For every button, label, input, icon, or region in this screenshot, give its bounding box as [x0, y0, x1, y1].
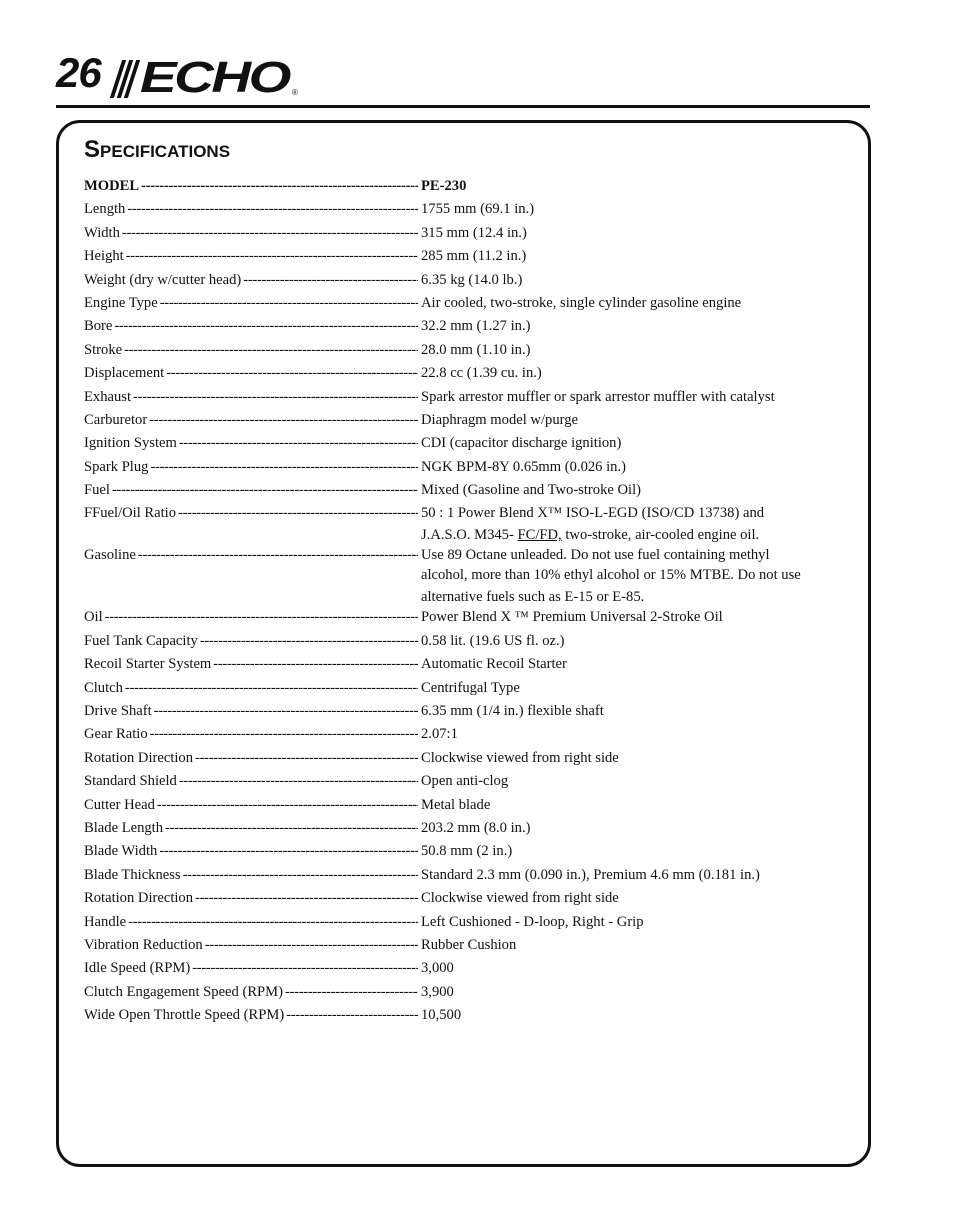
spec-label: Blade Thickness: [84, 866, 181, 883]
spec-value: Left Cushioned - D-loop, Right - Grip: [421, 913, 644, 930]
leader-dashes: [285, 982, 418, 1002]
spec-value: Clockwise viewed from right side: [421, 749, 619, 766]
leader-dashes: [166, 363, 418, 383]
spec-row-bore: [84, 316, 844, 339]
spec-list: [84, 176, 844, 1029]
leader-dashes: [213, 654, 418, 674]
spec-row-idle-speed: [84, 958, 844, 981]
logo-wordmark: ECHO: [140, 53, 289, 102]
leader-dashes: [149, 410, 418, 430]
spec-row-width: [84, 223, 844, 246]
spec-row-cutter-head: [84, 795, 844, 818]
section-title-rest: PECIFICATIONS: [100, 142, 231, 161]
spec-value: 1755 mm (69.1 in.): [421, 201, 535, 218]
spec-label: Gear Ratio: [84, 726, 148, 743]
spec-label: Cutter Head: [84, 796, 155, 813]
spec-row-gasoline: [84, 545, 844, 607]
spec-label: Drive Shaft: [84, 703, 152, 720]
spec-value: 315 mm (12.4 in.): [421, 224, 527, 241]
spec-value: 32.2 mm (1.27 in.): [421, 318, 531, 335]
spec-label: Rotation Direction: [84, 749, 194, 766]
spec-label: Rotation Direction: [84, 890, 194, 907]
spec-row-fuel: [84, 480, 844, 503]
spec-row-blade-length: [84, 818, 844, 841]
leader-dashes: [128, 912, 418, 932]
spec-row-blade-width: [84, 841, 844, 864]
spec-row-exhaust: [84, 387, 844, 410]
spec-label: FFuel/Oil Ratio: [84, 505, 177, 522]
spec-value: Mixed (Gasoline and Two-stroke Oil): [421, 482, 642, 499]
spec-value: 22.8 cc (1.39 cu. in.): [421, 365, 542, 382]
spec-value: Rubber Cushion: [421, 936, 517, 953]
page-number: 26: [56, 49, 101, 96]
spec-value: Open anti-clog: [421, 773, 509, 790]
leader-dashes: [200, 631, 418, 651]
spec-label: Recoil Starter System: [84, 656, 212, 673]
spec-value: 0.58 lit. (19.6 US fl. oz.): [421, 632, 565, 649]
spec-value-line: 50 : 1 Power Blend X™ ISO-L-EGD (ISO/CD 13738) and: [421, 505, 765, 522]
spec-label: Length: [84, 201, 126, 218]
spec-value-line: Use 89 Octane unleaded. Do not use fuel containing methyl: [421, 547, 770, 564]
leader-dashes: [160, 293, 418, 313]
spec-label: Clutch: [84, 679, 123, 696]
spec-value: 50.8 mm (2 in.): [421, 843, 513, 860]
spec-label: Gasoline: [84, 547, 136, 564]
spec-value: 6.35 mm (1/4 in.) flexible shaft: [421, 703, 604, 720]
spec-row-carburetor: [84, 410, 844, 433]
leader-dashes: [243, 270, 418, 290]
spec-row-gear-ratio: [84, 724, 844, 747]
leader-dashes: [183, 865, 418, 885]
spec-row-wot-speed: [84, 1005, 844, 1028]
spec-value: CDI (capacitor discharge ignition): [421, 435, 622, 452]
spec-label: Blade Length: [84, 819, 164, 836]
spec-value: 2.07:1: [421, 726, 458, 743]
registered-mark: ®: [292, 88, 298, 97]
spec-label: Standard Shield: [84, 773, 177, 790]
spec-row-ignition: [84, 433, 844, 456]
spec-label: Width: [84, 224, 120, 241]
spec-row-recoil-starter: [84, 654, 844, 677]
spec-row-drive-shaft: [84, 701, 844, 724]
leader-dashes: [112, 480, 418, 500]
spec-value: Metal blade: [421, 796, 491, 813]
spec-label: Stroke: [84, 341, 123, 358]
spec-value: Diaphragm model w/purge: [421, 411, 578, 428]
section-title-initial: S: [84, 136, 101, 163]
leader-dashes: [154, 701, 418, 721]
spec-label: Ignition System: [84, 435, 177, 452]
spec-value-line: alternative fuels such as E-15 or E-85.: [421, 589, 645, 606]
leader-dashes: [126, 246, 418, 266]
leader-dashes: [105, 607, 418, 627]
spec-row-engine-type: [84, 293, 844, 316]
spec-label: Exhaust: [84, 388, 132, 405]
leader-dashes: [122, 223, 418, 243]
spec-value: 285 mm (11.2 in.): [421, 248, 527, 265]
leader-dashes: [195, 888, 418, 908]
spec-row-height: [84, 246, 844, 269]
leader-dashes: [114, 316, 418, 336]
spec-label: Fuel Tank Capacity: [84, 632, 198, 649]
spec-row-clutch-engagement: [84, 982, 844, 1005]
spec-value: 3,000: [421, 960, 454, 977]
spec-value: Centrifugal Type: [421, 679, 520, 696]
spec-value: 203.2 mm (8.0 in.): [421, 819, 531, 836]
spec-label: Fuel: [84, 482, 110, 499]
spec-label: Height: [84, 248, 124, 265]
spec-row-rotation-direction: [84, 748, 844, 771]
spec-value: Air cooled, two-stroke, single cylinder gasoline engine: [421, 294, 742, 311]
spec-label: Handle: [84, 913, 127, 930]
spec-row-rotation-direction: [84, 888, 844, 911]
leader-dashes: [286, 1005, 418, 1025]
leader-dashes: [165, 818, 418, 838]
leader-dashes: [133, 387, 418, 407]
spec-row-standard-shield: [84, 771, 844, 794]
leader-dashes: [150, 724, 418, 744]
spec-label: Spark Plug: [84, 458, 149, 475]
spec-value-text: J.A.S.O. M345-: [421, 527, 518, 544]
spec-value-underlined: FC/FD,: [517, 527, 562, 544]
spec-row-spark-plug: [84, 457, 844, 480]
spec-row-stroke: [84, 340, 844, 363]
leader-dashes: [159, 841, 418, 861]
spec-row-oil: [84, 607, 844, 630]
spec-label: Weight (dry w/cutter head): [84, 271, 242, 288]
spec-value-text: two-stroke, air-cooled engine oil.: [561, 527, 760, 544]
spec-row-vibration-reduction: [84, 935, 844, 958]
spec-value: PE-230: [421, 178, 467, 194]
spec-value: Automatic Recoil Starter: [421, 656, 567, 673]
spec-row-model: [84, 176, 844, 199]
spec-row-length: [84, 199, 844, 222]
spec-value: NGK BPM-8Y 0.65mm (0.026 in.): [421, 458, 626, 475]
leader-dashes: [127, 199, 418, 219]
spec-value: Power Blend X ™ Premium Universal 2-Stroke Oil: [421, 609, 723, 626]
echo-logo: [112, 53, 304, 102]
leader-dashes: [124, 340, 418, 360]
leader-dashes: [179, 771, 418, 791]
spec-value: Clockwise viewed from right side: [421, 890, 619, 907]
leader-dashes: [195, 748, 418, 768]
spec-value: Standard 2.3 mm (0.090 in.), Premium 4.6 mm (0.181 in.): [421, 866, 760, 883]
spec-label: Idle Speed (RPM): [84, 960, 191, 977]
spec-row-blade-thickness: [84, 865, 844, 888]
spec-label: Carburetor: [84, 411, 148, 428]
spec-label: MODEL: [84, 178, 140, 194]
leader-dashes: [178, 503, 418, 523]
spec-row-fuel-tank: [84, 631, 844, 654]
spec-row-handle: [84, 912, 844, 935]
leader-dashes: [205, 935, 418, 955]
spec-label: Displacement: [84, 365, 165, 382]
spec-label: Wide Open Throttle Speed (RPM): [84, 1007, 285, 1024]
leader-dashes: [157, 795, 418, 815]
header-rule: [56, 105, 870, 108]
spec-value: 3,900: [421, 983, 454, 1000]
spec-value-line: [421, 525, 837, 545]
leader-dashes: [125, 678, 418, 698]
spec-label: Blade Width: [84, 843, 158, 860]
spec-value: 28.0 mm (1.10 in.): [421, 341, 531, 358]
spec-label: Clutch Engagement Speed (RPM): [84, 983, 284, 1000]
spec-value: 10,500: [421, 1007, 462, 1024]
leader-dashes: [141, 176, 418, 196]
spec-row-weight: [84, 270, 844, 293]
section-title: [84, 137, 230, 166]
spec-value: [421, 503, 837, 545]
leader-dashes: [150, 457, 418, 477]
spec-row-displacement: [84, 363, 844, 386]
spec-label: Engine Type: [84, 294, 158, 311]
leader-dashes: [138, 545, 418, 565]
spec-label: Oil: [84, 609, 103, 626]
leader-dashes: [192, 958, 418, 978]
spec-value: Spark arrestor muffler or spark arrestor muffler with catalyst: [421, 388, 775, 405]
spec-label: Vibration Reduction: [84, 936, 203, 953]
leader-dashes: [179, 433, 418, 453]
spec-label: Bore: [84, 318, 113, 335]
spec-row-fuel-oil-ratio: [84, 503, 844, 545]
spec-row-clutch: [84, 678, 844, 701]
spec-value-line: alcohol, more than 10% ethyl alcohol or 15% MTBE. Do not use: [421, 567, 801, 584]
spec-value: 6.35 kg (14.0 lb.): [421, 271, 523, 288]
spec-value: [421, 545, 837, 607]
